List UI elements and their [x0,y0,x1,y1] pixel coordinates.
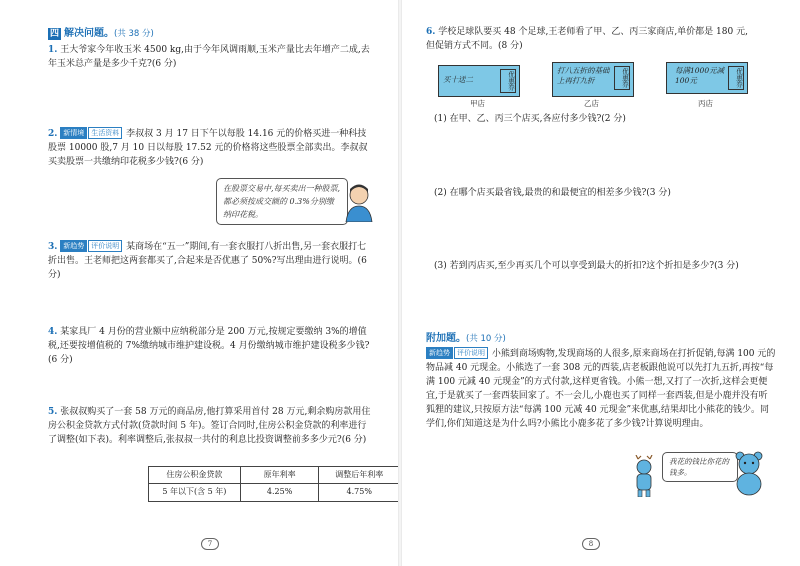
question-1 [48,44,374,72]
question-text: 某家具厂 4 月份的营业额中应纳税部分是 200 万元,按规定要缴纳 3%的增值税,还要按增值税的 7%缴纳城市维护建设税。4 月份缴纳城市维护建设税多少钱?(6 分) [48,327,370,365]
right-page [400,0,800,566]
section-score: (共 38 分) [114,29,154,39]
tag-new-context: 新情境 [60,127,87,139]
table-cell: 5 年以下(含 5 年) [149,484,241,501]
question-6 [426,26,756,54]
section-title: 解决问题。 [64,28,114,39]
deer-icon [630,455,658,497]
question-number: 6. [426,27,436,37]
table-header: 调整后年利率 [319,467,400,484]
store-promo: 打八五折的基础上再打九折 [557,66,610,85]
table-row [149,484,400,501]
tag-new-trend: 新趋势 [60,240,87,252]
bonus-score: (共 10 分) [466,334,506,344]
question-text: 某商场在“五一”期间,有一套衣服打八折出售,另一套衣服打七折出售。王老师把这两套都买了,合起来是否优惠了 50%?写出理由进行说明。(6 分) [48,242,367,280]
section-number: 四 [49,29,59,39]
subquestion-2: (2) 在哪个店买最省钱,最贵的和最便宜的相差多少钱?(3 分) [434,188,671,198]
bear-icon [732,450,766,496]
bonus-header [426,331,756,347]
table-header-row [149,467,400,484]
question-text: 小熊到商场购物,发现商场的人很多,原来商场在打折促销,每满 100 元的物品减 40 元现金。小熊选了一套 308 元的西装,店老板跟他说可以先打九五折,再按“每满 100 元减 40 元现金”的方式付款,这样更省钱。小熊一想,又打了一次折,这样会更便宜,于是就买了一套西装回家了。不一会儿,小鹿也买了同样一套西装,但是小鹿并没有听狐狸的建议,只按原方法“每满 100 元减 40 元现金”来优惠,结果却比小熊花的钱少。同学们,你们知道这是为什么吗?小熊比小鹿多花了多少钱?计算说明理由。 [426,349,776,429]
section-header [48,26,378,42]
page-number: 8 [582,538,600,550]
coupon-stamp: 优惠券 [728,66,744,90]
question-text: 李叔叔 3 月 17 日下午以每股 14.16 元的价格买进一种科技股票 10000 股,7 月 10 日以每股 17.52 元的价格将这些股票全部卖出。李叔叔买卖股票一共缴纳印花税多少钱?(6 分) [48,129,368,167]
question-text: 张叔叔购买了一套 58 万元的商品房,他打算采用首付 28 万元,剩余购房款用住房公积金贷款方式付款(贷款时间 5 年)。签订合同时,住房公积金贷款的利率进行了调整(如下表)。利率调整后,张叔叔一共付的利息比投资调整前多多少元?(6 分) [48,407,371,445]
table-header: 原年利率 [240,467,319,484]
question-text: 王大爷家今年收玉米 4500 kg,由于今年风调雨顺,玉米产量比去年增产二成,去年玉米总产量是多少千克?(6 分) [48,45,370,69]
store-label: 丙店 [698,99,713,108]
store-card-yi [552,62,634,97]
store-promo: 买十送二 [443,75,473,84]
tag-life-data: 生活资料 [88,127,122,139]
page-number: 7 [201,538,219,550]
tag-evaluation: 评价说明 [454,347,488,359]
subquestion-1: (1) 在甲、乙、丙三个店买,各应付多少钱?(2 分) [434,114,626,124]
tag-evaluation: 评价说明 [88,240,122,252]
store-label: 甲店 [470,99,485,108]
table-cell: 4.25% [240,484,319,501]
question-number: 4. [48,327,58,337]
question-text: 学校足球队要买 48 个足球,王老师看了甲、乙、丙三家商店,单价都是 180 元,但促销方式不同。(8 分) [426,27,748,51]
store-promo: 每满1000元减100元 [675,66,725,85]
question-number: 5. [48,407,58,417]
bear-speech-bubble: 我花的钱比你花的钱多。 [662,452,738,482]
bonus-title: 附加题。 [426,333,466,344]
store-card-bing [666,62,748,94]
question-3 [48,240,374,283]
tag-new-trend: 新趋势 [426,347,453,359]
coupon-stamp: 优惠券 [500,69,516,93]
table-header: 住房公积金贷款 [149,467,241,484]
question-4 [48,326,374,368]
question-number: 2. [48,129,58,139]
hint-bubble: 在股票交易中,每买卖出一种股票,都必须按成交额的 0.3%分别缴纳印花税。 [216,178,348,225]
rate-table [148,466,400,502]
store-label: 乙店 [584,99,599,108]
question-number: 3. [48,242,58,252]
teacher-icon [342,182,376,222]
subquestion-3: (3) 若到丙店买,至少再买几个可以享受到最大的折扣?这个折扣是多少?(3 分) [434,261,739,271]
question-2 [48,127,374,170]
bonus-question [426,347,776,432]
store-card-jia [438,65,520,97]
coupon-stamp: 优惠券 [614,66,630,90]
question-5 [48,406,374,448]
question-number: 1. [48,45,58,55]
table-cell: 4.75% [319,484,400,501]
